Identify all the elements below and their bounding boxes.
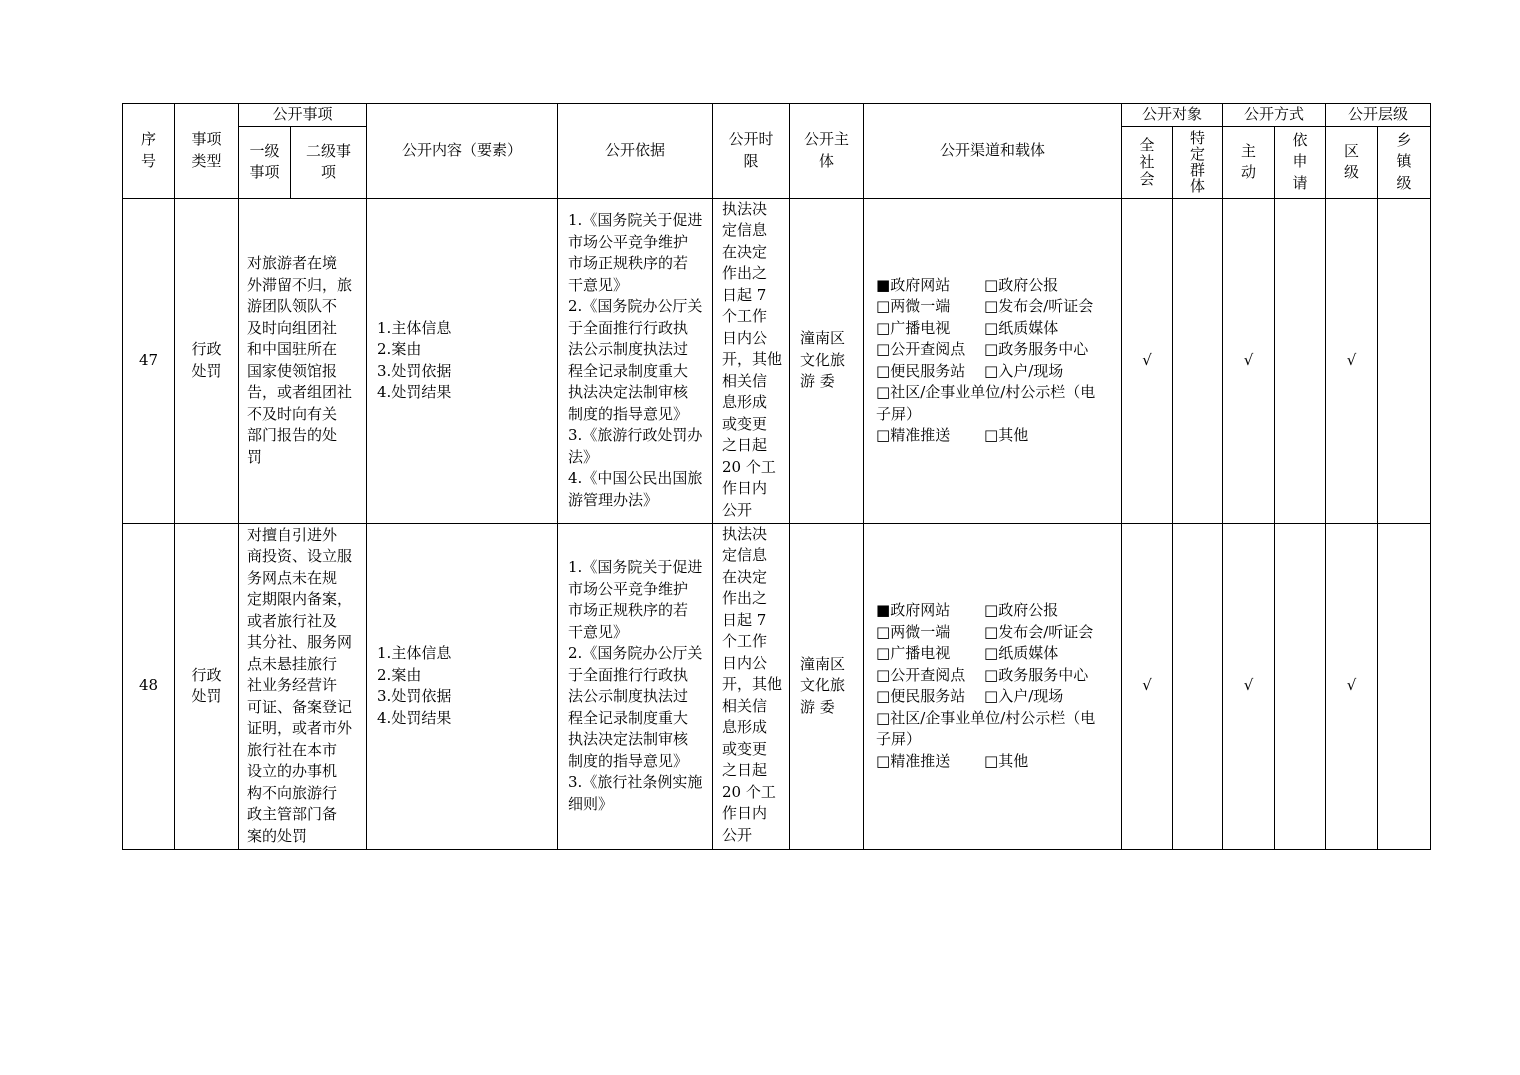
header-level: 公开层级 <box>1326 104 1431 127</box>
channel-option: □政务服务中心 <box>984 665 1089 684</box>
header-type: 事项 类型 <box>175 104 239 199</box>
header-level1: 一级 事项 <box>239 126 291 198</box>
channel-option: □广播电视 <box>876 644 951 662</box>
header-seq: 序 号 <box>123 104 175 199</box>
table-row <box>123 198 1431 523</box>
check-mode-request <box>1275 523 1326 849</box>
channel-option: □政府公报 <box>984 601 1059 619</box>
check-audience-specific <box>1173 523 1223 849</box>
header-mode: 公开方式 <box>1223 104 1326 127</box>
check-level-town <box>1378 198 1431 523</box>
header-subject: 公开主 体 <box>790 104 864 199</box>
header-audience-all: 全 社 会 <box>1122 126 1173 198</box>
channel-option: □精准推送 <box>876 751 951 770</box>
header-level2: 二级事 项 <box>291 126 367 198</box>
row-basis: 1.《国务院关于促进 市场公平竞争维护 市场正规秩序的若 干意见》 2.《国务院办公厅关 于全面推行行政执 法公示制度执法过 程全记录制度重大 执法决定法制审核 制度的指导意见》 3.《旅游行政处罚办 法》 4.《中国公民出国旅 游管理办法》 <box>558 198 713 523</box>
row-content: 1.主体信息 2.案由 3.处罚依据 4.处罚结果 <box>367 198 558 523</box>
table-row <box>123 523 1431 849</box>
channel-option: □纸质媒体 <box>984 644 1059 662</box>
row-type: 行政 处罚 <box>175 198 239 523</box>
row-item: 对擅自引进外 商投资、设立服 务网点未在规 定期限内备案， 或者旅行社及 其分社、服务网 点未悬挂旅行 社业务经营许 可证、备案登记 证明，或者市外 旅行社在本市 设立的办事机 构不向旅游行 政主管部门备 案的处罚 <box>239 523 367 849</box>
header-audience: 公开对象 <box>1122 104 1223 127</box>
channel-option: □入户/现场 <box>984 687 1064 705</box>
header-public-items: 公开事项 <box>239 104 367 127</box>
check-mode-active: √ <box>1223 523 1275 849</box>
row-type: 行政 处罚 <box>175 523 239 849</box>
header-basis: 公开依据 <box>558 104 713 199</box>
channel-option: ■政府网站 <box>876 275 951 294</box>
channel-option: □发布会/听证会 <box>984 297 1094 315</box>
header-time-limit: 公开时 限 <box>713 104 790 199</box>
row-subject: 潼南区 文化旅 游 委 <box>790 523 864 849</box>
channel-option: □入户/现场 <box>984 361 1064 380</box>
row-time-limit: 执法决 定信息 在决定 作出之 日起 7 个工作 日内公 开，其他 相关信 息形成 或变更 之日起 20 个工 作日内 公开 <box>713 523 790 849</box>
channel-option: □发布会/听证会 <box>984 622 1094 641</box>
check-audience-specific <box>1173 198 1223 523</box>
header-level-district: 区 级 <box>1326 126 1378 198</box>
channel-option: ■政府网站 <box>876 601 951 619</box>
header-row-top <box>123 104 1431 127</box>
header-mode-request: 依 申 请 <box>1275 126 1326 198</box>
channel-option: □广播电视 <box>876 318 951 337</box>
channel-option: □纸质媒体 <box>984 318 1059 337</box>
disclosure-table <box>122 103 1431 850</box>
channel-option: □社区/企事业单位/村公示栏（电 子屏） <box>876 383 1096 423</box>
check-mode-request <box>1275 198 1326 523</box>
channel-option: □政府公报 <box>984 275 1059 294</box>
check-level-town <box>1378 523 1431 849</box>
check-audience-all: √ <box>1122 523 1173 849</box>
header-mode-active: 主 动 <box>1223 126 1275 198</box>
channel-option: □精准推送 <box>876 426 951 444</box>
header-channels: 公开渠道和载体 <box>864 104 1122 199</box>
row-channels <box>864 198 1122 523</box>
row-basis: 1.《国务院关于促进 市场公平竞争维护 市场正规秩序的若 干意见》 2.《国务院办公厅关 于全面推行行政执 法公示制度执法过 程全记录制度重大 执法决定法制审核 制度的指导意见》 3.《旅行社条例实施 细则》 <box>558 523 713 849</box>
row-channels <box>864 523 1122 849</box>
channel-option: □其他 <box>984 751 1029 770</box>
check-level-district: √ <box>1326 523 1378 849</box>
check-level-district: √ <box>1326 198 1378 523</box>
channel-option: □两微一端 <box>876 297 951 315</box>
row-content: 1.主体信息 2.案由 3.处罚依据 4.处罚结果 <box>367 523 558 849</box>
header-content: 公开内容（要素） <box>367 104 558 199</box>
channel-option: □政务服务中心 <box>984 340 1089 358</box>
channel-option: □便民服务站 <box>876 687 966 705</box>
channel-option: □其他 <box>984 426 1029 444</box>
header-audience-specific: 特 定 群 体 <box>1173 126 1223 198</box>
channel-option: □公开查阅点 <box>876 340 966 358</box>
check-audience-all: √ <box>1122 198 1173 523</box>
check-mode-active: √ <box>1223 198 1275 523</box>
channel-option: □社区/企事业单位/村公示栏（电 子屏） <box>876 708 1096 748</box>
header-level-town: 乡 镇 级 <box>1378 126 1431 198</box>
row-subject: 潼南区 文化旅 游 委 <box>790 198 864 523</box>
channel-option: □公开查阅点 <box>876 665 966 684</box>
channel-option: □两微一端 <box>876 622 951 641</box>
row-seq: 47 <box>123 198 175 523</box>
channel-option: □便民服务站 <box>876 361 966 380</box>
row-time-limit: 执法决 定信息 在决定 作出之 日起 7 个工作 日内公 开，其他 相关信 息形成 或变更 之日起 20 个工 作日内 公开 <box>713 198 790 523</box>
row-item: 对旅游者在境 外滞留不归，旅 游团队领队不 及时向组团社 和中国驻所在 国家使领馆报 告，或者组团社 不及时向有关 部门报告的处 罚 <box>239 198 367 523</box>
row-seq: 48 <box>123 523 175 849</box>
